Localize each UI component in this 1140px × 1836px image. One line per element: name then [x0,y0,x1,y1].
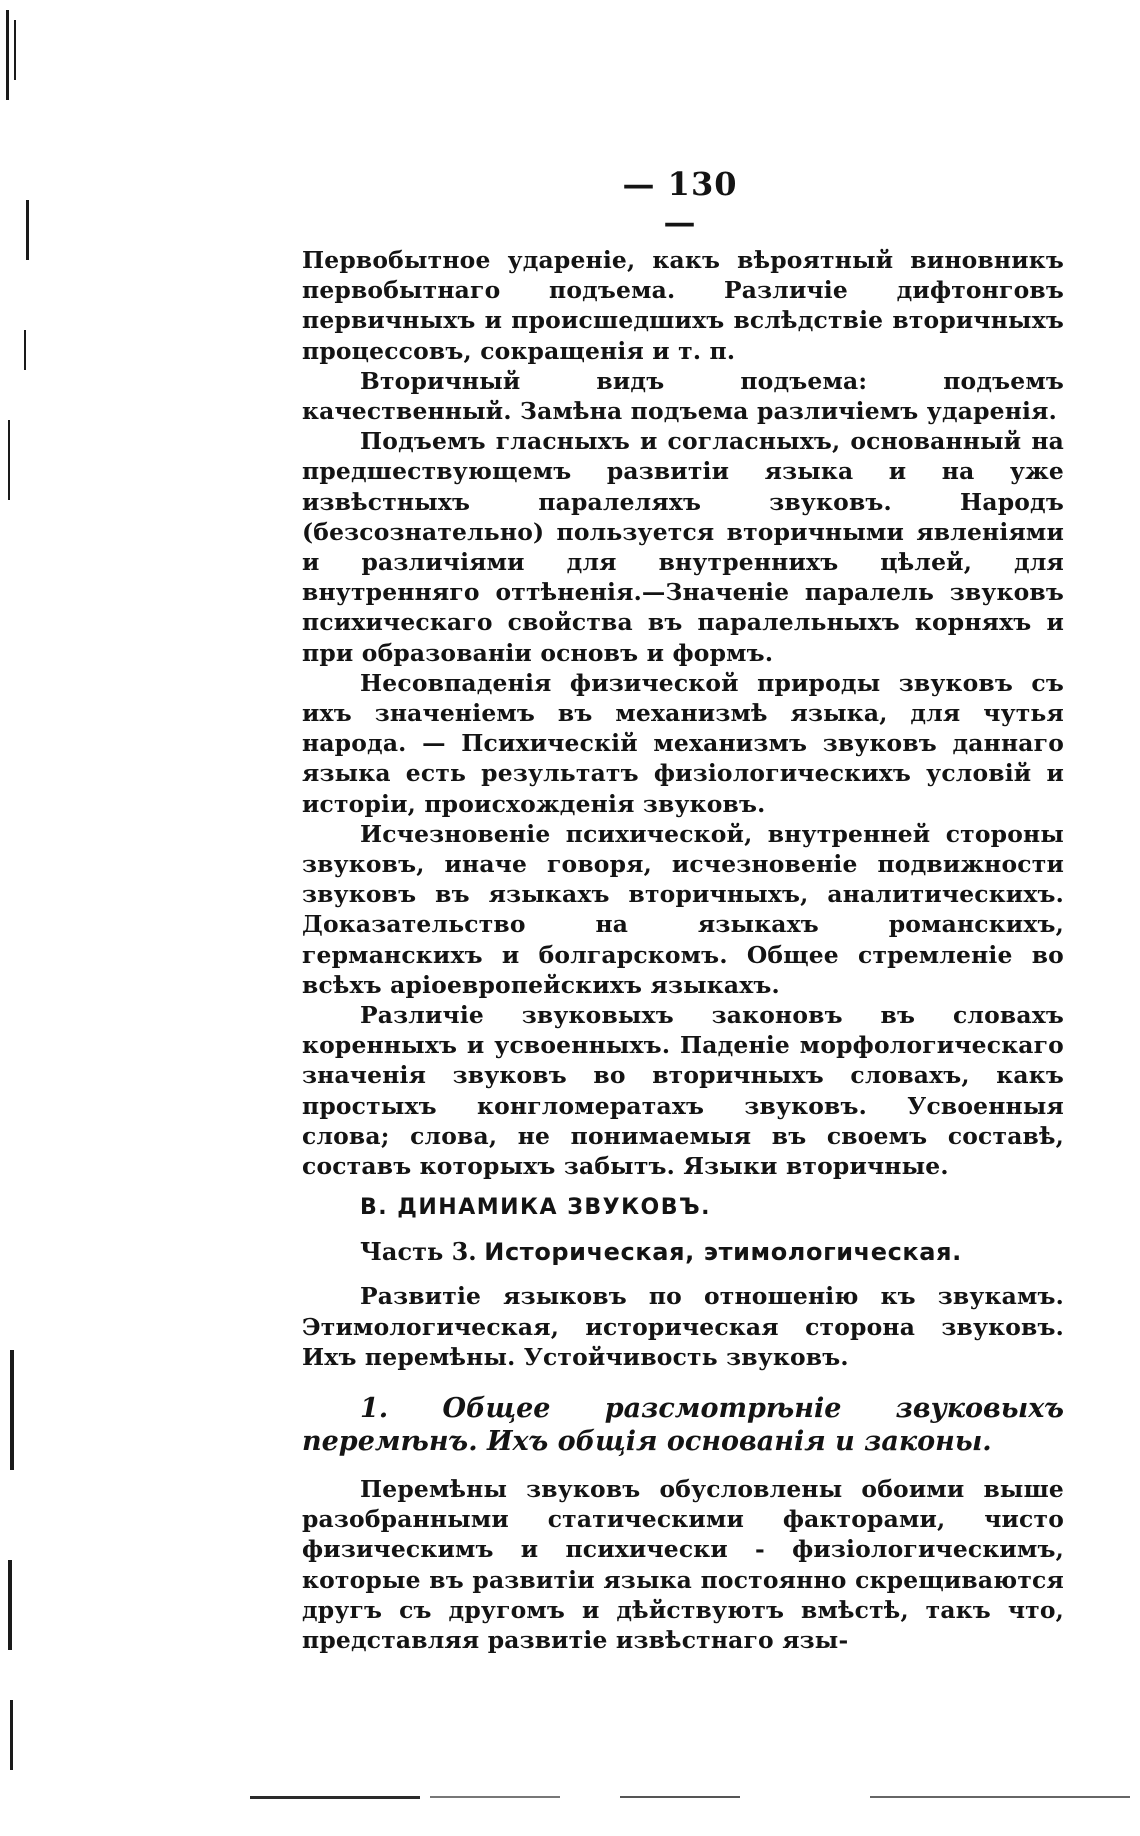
page-number: — 130 — [622,165,738,241]
part-title: Историческая, этимологическая. [484,1238,962,1267]
paragraph: Подъемъ гласныхъ и согласныхъ, основанный на предшествующемъ развитiи языка и на уже извѣстныхъ паралеляхъ звуковъ. Народъ (безсознательно) пользуется вторичными явленiями и различiями для внутреннихъ цѣлей, для внутренняго оттѣненiя.—Значенiе паралель звуковъ психическаго свойства въ паралельныхъ корняхъ и при образованiи основъ и формъ. [302,427,1064,667]
scan-bottom-rule [620,1796,740,1798]
paragraph: Первобытное ударенiе, какъ вѣроятный виновникъ первобытнаго подъема. Различiе дифтонговъ первичныхъ и происшедшихъ вслѣдствiе вторичныхъ процессовъ, сокращенiя и т. п. [302,246,1064,365]
scan-edge-mark [10,1350,14,1470]
scan-edge-mark [6,10,9,100]
paragraph: Вторичный видъ подъема: подъемъ качественный. Замѣна подъема различiемъ ударенiя. [302,366,1064,426]
paragraph: Несовпаденiя физической природы звуковъ съ ихъ значенiемъ въ механизмѣ языка, для чутья народа. — Психическiй механизмъ звуковъ даннаго языка есть результатъ физiологическихъ условiй и исторiи, происхожденiя звуковъ. [302,668,1064,818]
scan-edge-mark [8,420,10,500]
paragraph: Различiе звуковыхъ законовъ въ словахъ коренныхъ и усвоенныхъ. Паденiе морфологическаго значенiя звуковъ во вторичныхъ словахъ, какъ простыхъ конгломератахъ звуковъ. Усвоенныя слова; слова, не понимаемыя въ своемъ составѣ, составъ которыхъ забытъ. Языки вторичные. [302,1001,1064,1181]
scan-edge-mark [24,330,26,370]
section-heading: B. ДИНАМИКА ЗВУКОВЪ. [360,1195,712,1221]
subsection-title: 1. Общее разсмотрѣнiе звуковыхъ перемѣнъ. Ихъ общiя основанiя и законы. [302,1392,1064,1457]
main-text [302,245,1064,1655]
part-label: Часть 3. [360,1237,477,1267]
spacer [302,1267,1064,1281]
paragraph: Исчезновенiе психической, внутренней стороны звуковъ, иначе говоря, исчезновенiе подвижности звуковъ въ языкахъ вторичныхъ, аналитическихъ. Доказательство на языкахъ романскихъ, германскихъ и болгарскомъ. Общее стремленiе во всѣхъ арiоевропейскихъ языкахъ. [302,819,1064,999]
paragraph: Развитiе языковъ по отношенiю къ звукамъ. Этимологическая, историческая сторона звуковъ. Ихъ перемѣны. Устойчивость звуковъ. [302,1282,1064,1371]
scan-edge-mark [26,200,29,260]
scan-bottom-rule [250,1796,420,1799]
scan-edge-mark [10,1700,13,1770]
paragraph: Перемѣны звуковъ обусловлены обоими выше разобранными статическими факторами, чисто физическимъ и психически - физiологическимъ, которые въ развитiи языка постоянно скрещиваются другъ съ другомъ и дѣйствуютъ вмѣстѣ, такъ что, представляя развитiе извѣстнаго язы- [302,1474,1064,1654]
scan-bottom-rule [430,1796,560,1798]
spacer [302,1458,1064,1474]
scan-edge-mark [8,1560,12,1650]
scan-bottom-rule [870,1796,1130,1798]
part-heading [360,1237,1064,1267]
scan-edge-mark [14,20,16,80]
